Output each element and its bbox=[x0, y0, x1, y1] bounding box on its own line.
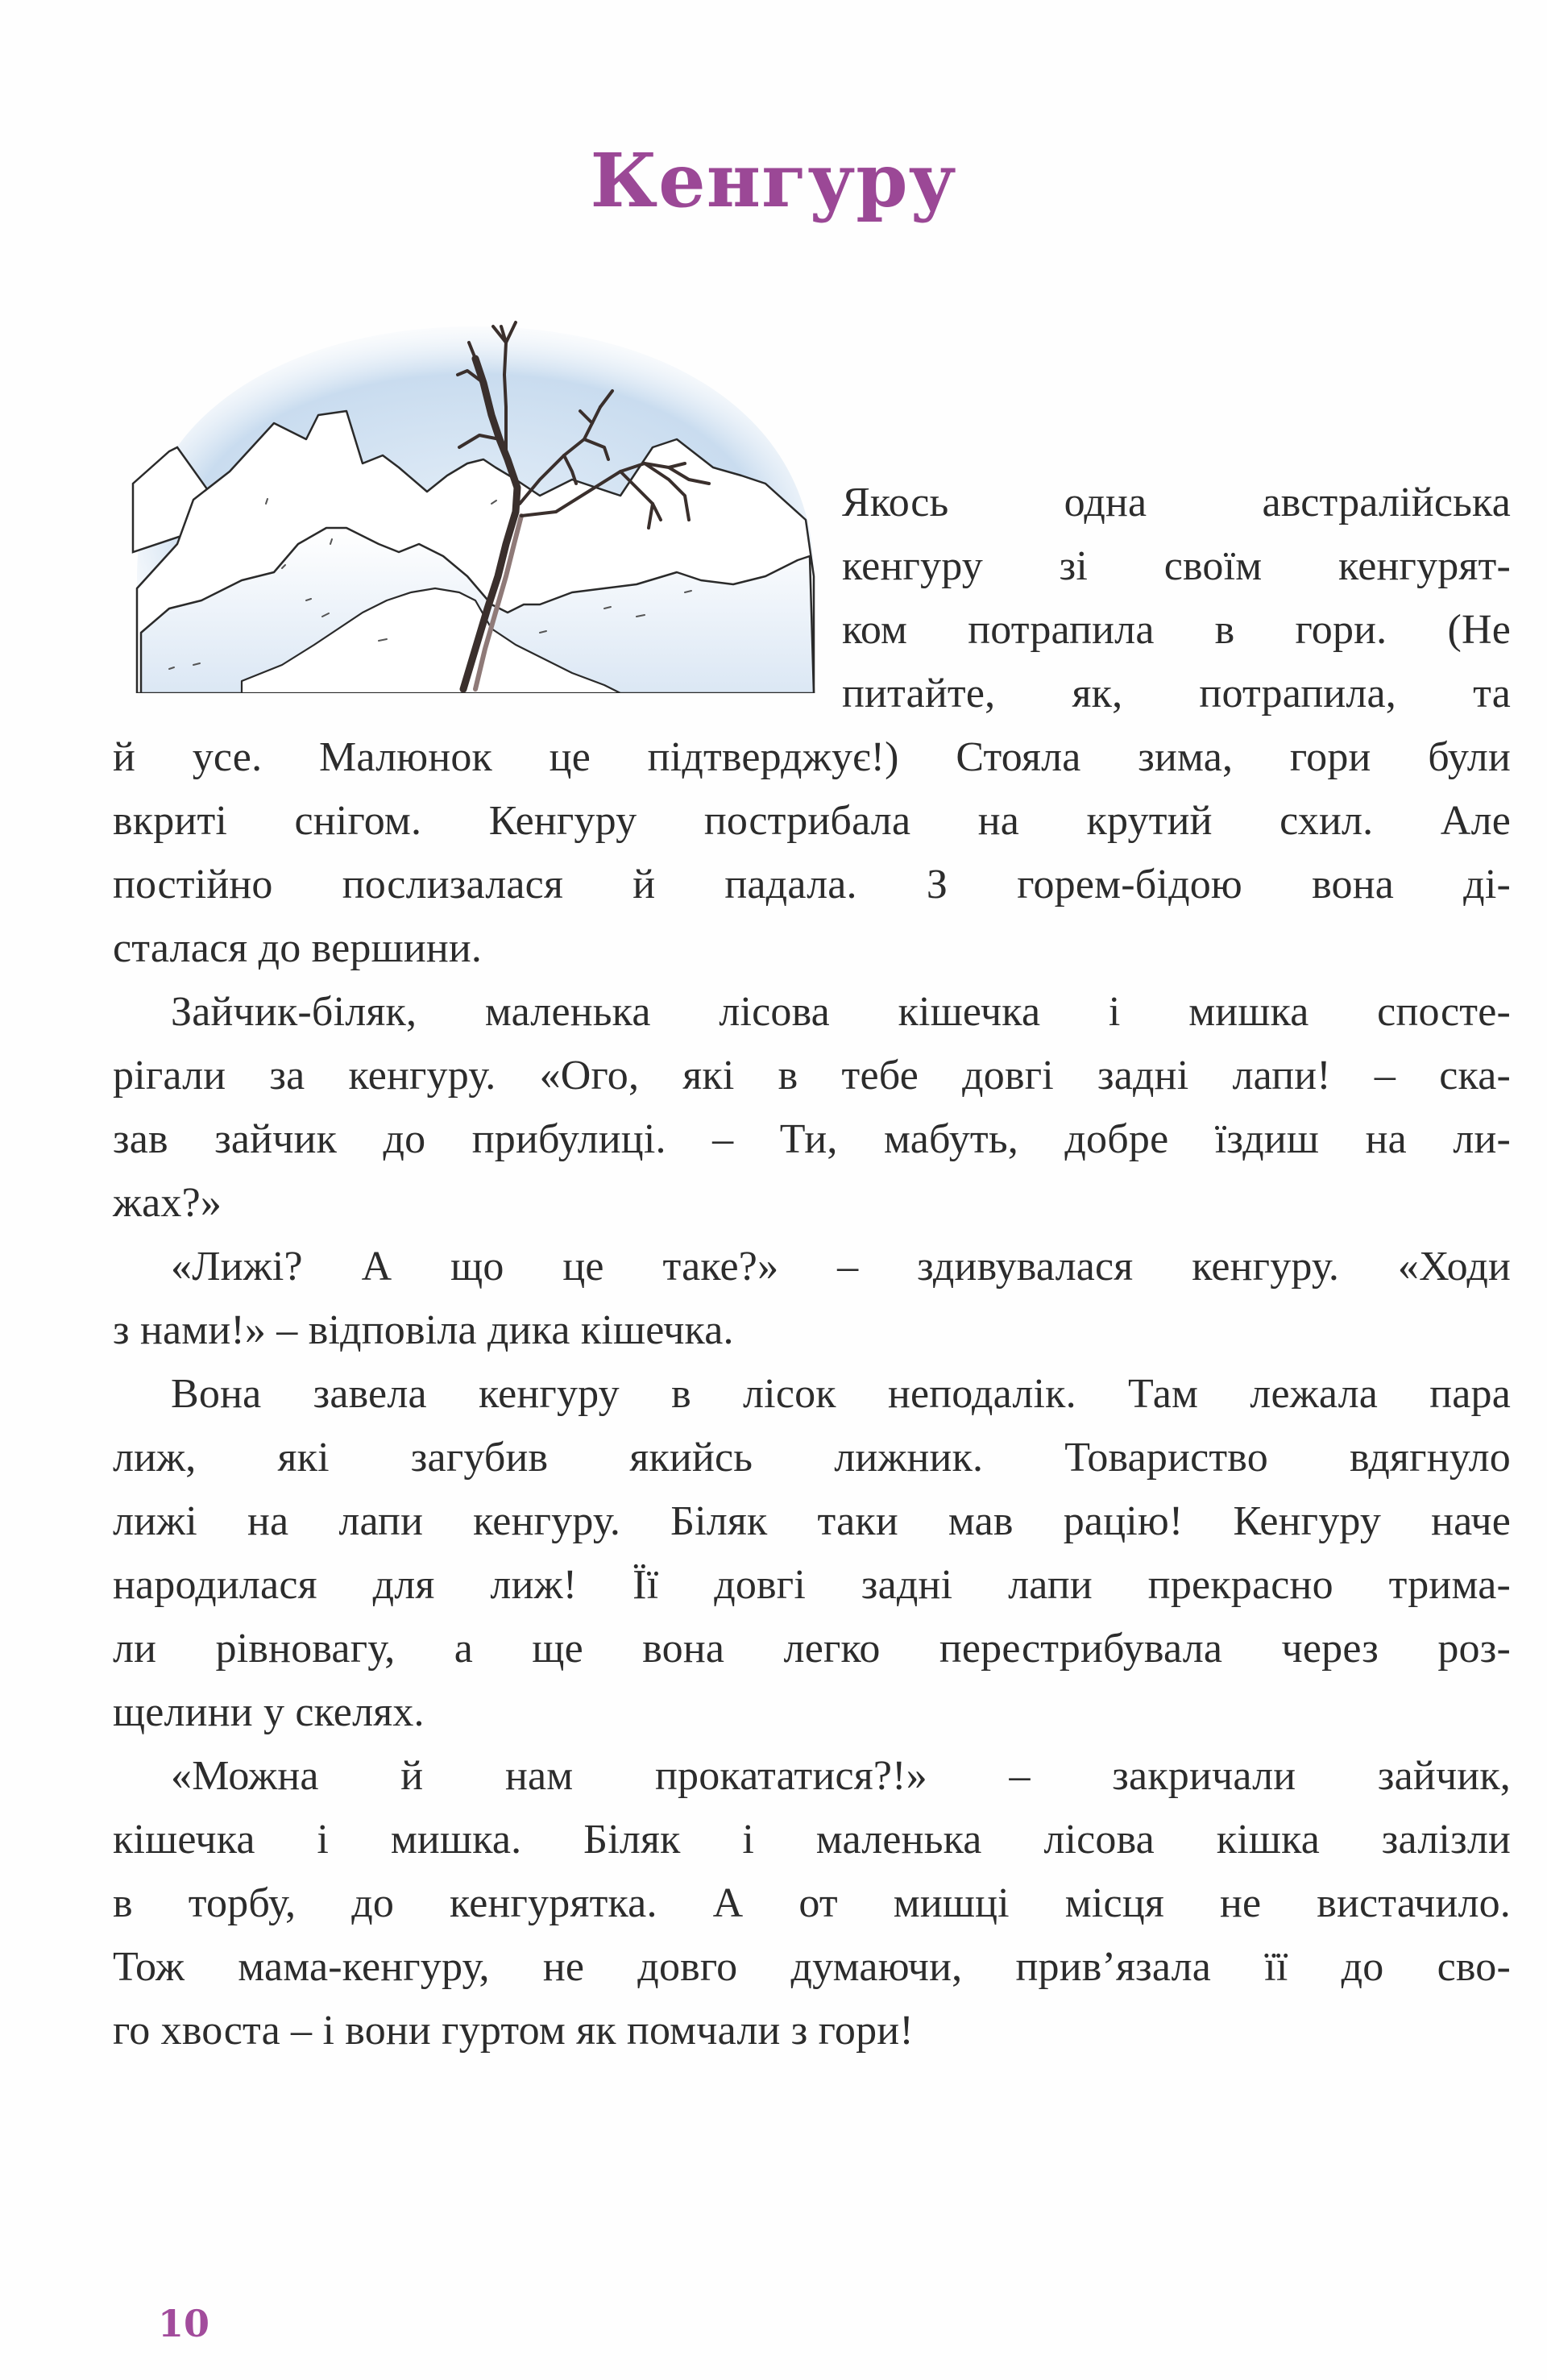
story-line: питайте, як, потрапила, та bbox=[842, 671, 1511, 716]
story-line: Якось одна австралійська bbox=[842, 480, 1511, 525]
story-line: сталася до вершини. bbox=[113, 925, 483, 971]
story-line: й усе. Малюнок це підтверджує!) Стояла зима, гори були bbox=[113, 734, 1511, 780]
story-line: народилася для лиж! Її довгі задні лапи прекрасно трима- bbox=[113, 1562, 1511, 1608]
story-line: Вона завела кенгуру в лісок неподалік. Там лежала пара bbox=[171, 1371, 1511, 1417]
story-line: Тож мама-кенгуру, не довго думаючи, прив’язала її до сво- bbox=[113, 1944, 1511, 1990]
story-line: го хвоста – і вони гуртом як помчали з гори! bbox=[113, 2008, 914, 2054]
story-line: зав зайчик до прибулиці. – Ти, мабуть, добре їздиш на ли- bbox=[113, 1116, 1511, 1162]
story-line: вкриті снігом. Кенгуру пострибала на крутий схил. Але bbox=[113, 798, 1511, 844]
story-line: рігали за кенгуру. «Ого, які в тебе довгі задні лапи! – ска- bbox=[113, 1053, 1511, 1099]
story-line: постійно послизалася й падала. З горем-бідою вона ді- bbox=[113, 862, 1511, 908]
story-line: з нами!» – відповіла дика кішечка. bbox=[113, 1307, 734, 1353]
story-line: ли рівновагу, а ще вона легко перестрибувала через роз- bbox=[113, 1626, 1511, 1672]
story-title: Кенгуру bbox=[590, 137, 957, 224]
story-line: кенгуру зі своїм кенгурят- bbox=[842, 543, 1511, 589]
mountain-illustration-icon bbox=[121, 310, 830, 693]
mountain-tree-illustration bbox=[121, 310, 830, 693]
story-line: щелини у скелях. bbox=[113, 1689, 425, 1735]
story-line: лижі на лапи кенгуру. Біляк таки мав рацію! Кенгуру наче bbox=[113, 1498, 1511, 1544]
story-line: в торбу, до кенгурятка. А от мишці місця не вистачило. bbox=[113, 1880, 1511, 1926]
story-line: «Лижі? А що це таке?» – здивувалася кенгуру. «Ходи bbox=[171, 1244, 1511, 1290]
story-line: лиж, які загубив якийсь лижник. Товариство вдягнуло bbox=[113, 1435, 1511, 1481]
story-line: жах?» bbox=[113, 1180, 222, 1226]
story-line: Зайчик-біляк, маленька лісова кішечка і мишка спосте- bbox=[171, 989, 1511, 1035]
story-line: ком потрапила в гори. (Не bbox=[842, 607, 1511, 653]
page-number: 10 bbox=[158, 2302, 210, 2345]
story-line: кішечка і мишка. Біляк і маленька лісова кішка залізли bbox=[113, 1817, 1511, 1863]
story-line: «Можна й нам прокататися?!» – закричали зайчик, bbox=[171, 1753, 1511, 1799]
